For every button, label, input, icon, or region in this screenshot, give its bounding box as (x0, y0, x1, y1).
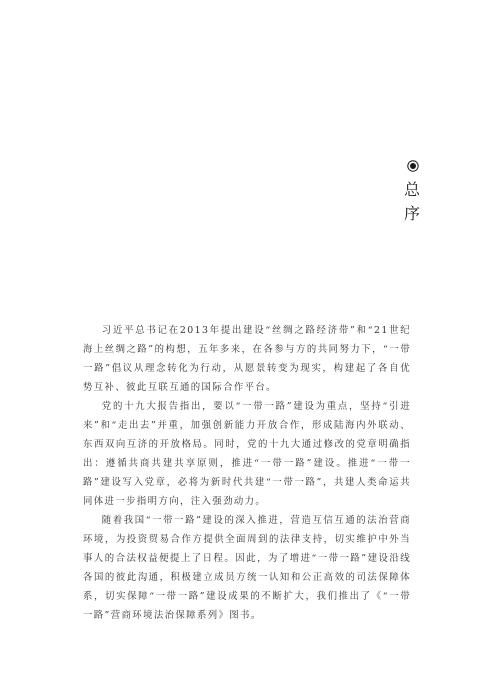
paragraph: 随着我国“一带一路”建设的深入推进，营造互信互通的法治营商环境，为投资贸易合作方提供全面周到的法律支持，切实维护中外当事人的合法权益便提上了日程。因此，为了增进“一带一路”建设沿线各国的彼此沟通，积极建立成员方统一认知和公正高效的司法保障体系，切实保障“一带一路”建设成果的不断扩大，我们推出了《“一带一路”营商环境法治保障系列》图书。 (83, 515, 411, 621)
target-bullet-icon (407, 160, 419, 172)
section-title (401, 178, 425, 226)
body-text (83, 321, 411, 625)
title-char: 序 (403, 204, 422, 223)
paragraph: 习近平总书记在2013年提出建设“丝绸之路经济带”和“21世纪海上丝绸之路”的构想，五年多来，在各参与方的共同努力下，“一带一路”倡议从理念转化为行动，从愿景转变为现实，构建起了各自优势互补、彼此互联互通的国际合作平台。 (83, 325, 411, 393)
title-char: 总 (403, 180, 422, 199)
section-heading (401, 160, 425, 226)
paragraph: 党的十九大报告指出，要以“一带一路”建设为重点，坚持“引进来”和“走出去”并重，加强创新能力开放合作，形成陆海内外联动、东西双向互济的开放格局。同时，党的十九大通过修改的党章明确指出：遵循共商共建共享原则，推进“一带一路”建设。推进“一带一路”建设写入党章，必将为新时代共建“一带一路”，共建人类命运共同体进一步指明方向，注入强劲动力。 (83, 401, 411, 507)
